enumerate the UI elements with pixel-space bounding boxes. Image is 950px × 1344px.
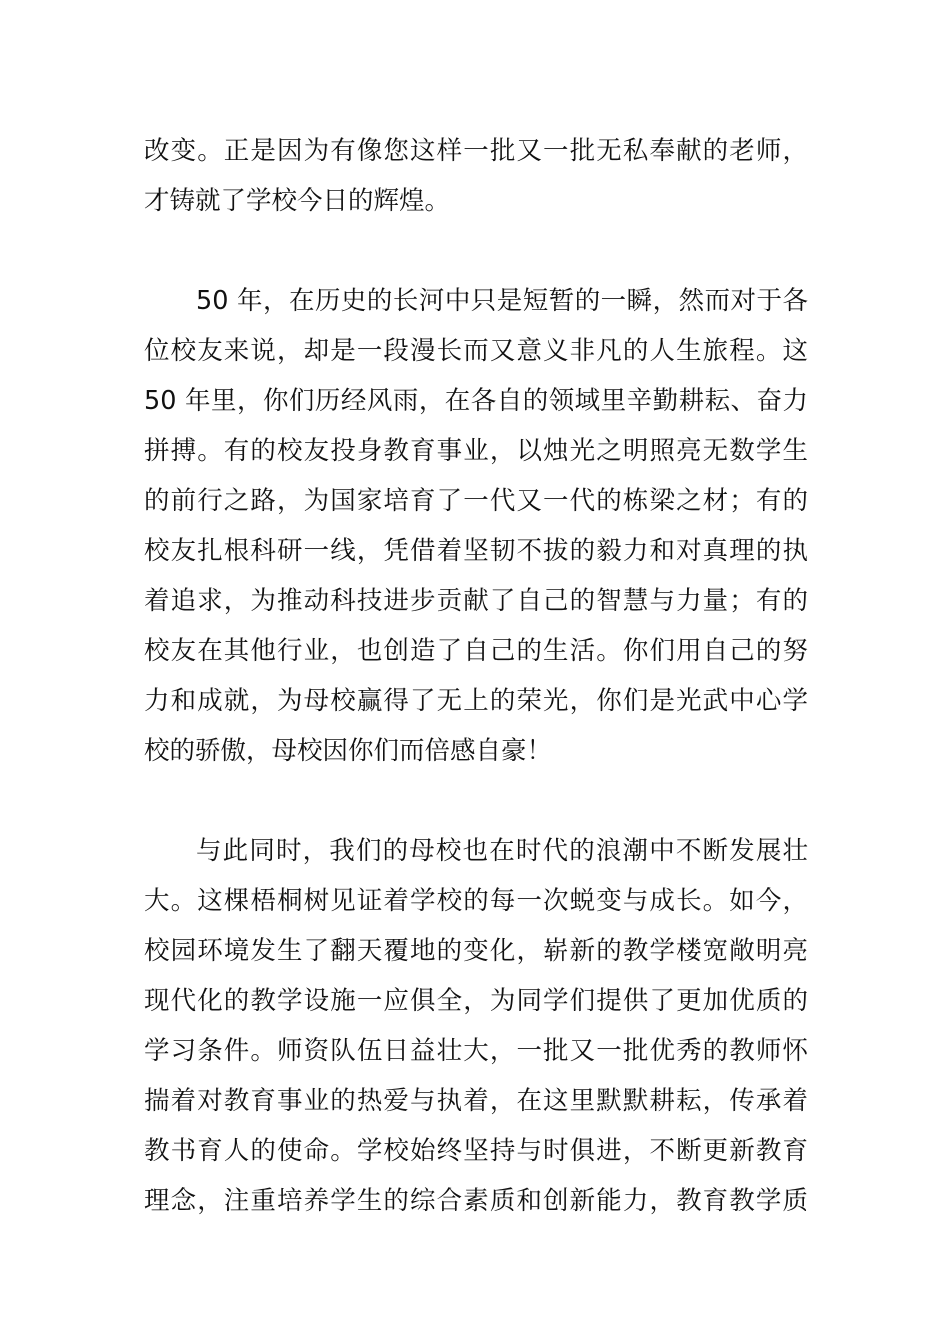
text-line: 位校友来说，却是一段漫长而又意义非凡的人生旅程。这 — [144, 336, 808, 366]
text-line: 校友在其他行业，也创造了自己的生活。你们用自己的努 — [144, 636, 808, 666]
text-line: 校友扎根科研一线，凭借着坚韧不拔的毅力和对真理的执 — [144, 536, 808, 566]
text-line: 大。这棵梧桐树见证着学校的每一次蜕变与成长。如今， — [144, 886, 808, 916]
text-line: 与此同时，我们的母校也在时代的浪潮中不断发展壮 — [196, 836, 808, 866]
text-line: 拼搏。有的校友投身教育事业，以烛光之明照亮无数学生 — [144, 436, 808, 466]
text-line: 校园环境发生了翻天覆地的变化，崭新的教学楼宽敞明亮 — [144, 936, 808, 966]
text-line: 的前行之路，为国家培育了一代又一代的栋梁之材；有的 — [144, 486, 808, 516]
text-line: 揣着对教育事业的热爱与执着，在这里默默耕耘，传承着 — [144, 1086, 808, 1116]
text-line: 校的骄傲，母校因你们而倍感自豪！ — [144, 736, 553, 766]
text-line: 50 年里，你们历经风雨，在各自的领域里辛勤耕耘、奋力 — [144, 386, 808, 416]
text-line: 教书育人的使命。学校始终坚持与时俱进，不断更新教育 — [144, 1136, 808, 1166]
text-line: 着追求，为推动科技进步贡献了自己的智慧与力量；有的 — [144, 586, 808, 616]
text-line: 50 年，在历史的长河中只是短暂的一瞬，然而对于各 — [196, 286, 808, 316]
text-line: 改变。正是因为有像您这样一批又一批无私奉献的老师， — [144, 136, 808, 166]
text-line: 现代化的教学设施一应俱全，为同学们提供了更加优质的 — [144, 986, 808, 1016]
text-line: 理念，注重培养学生的综合素质和创新能力，教育教学质 — [144, 1186, 808, 1216]
text-line: 学习条件。师资队伍日益壮大，一批又一批优秀的教师怀 — [144, 1036, 808, 1066]
text-line: 才铸就了学校今日的辉煌。 — [144, 186, 451, 216]
text-line: 力和成就，为母校赢得了无上的荣光，你们是光武中心学 — [144, 686, 808, 716]
